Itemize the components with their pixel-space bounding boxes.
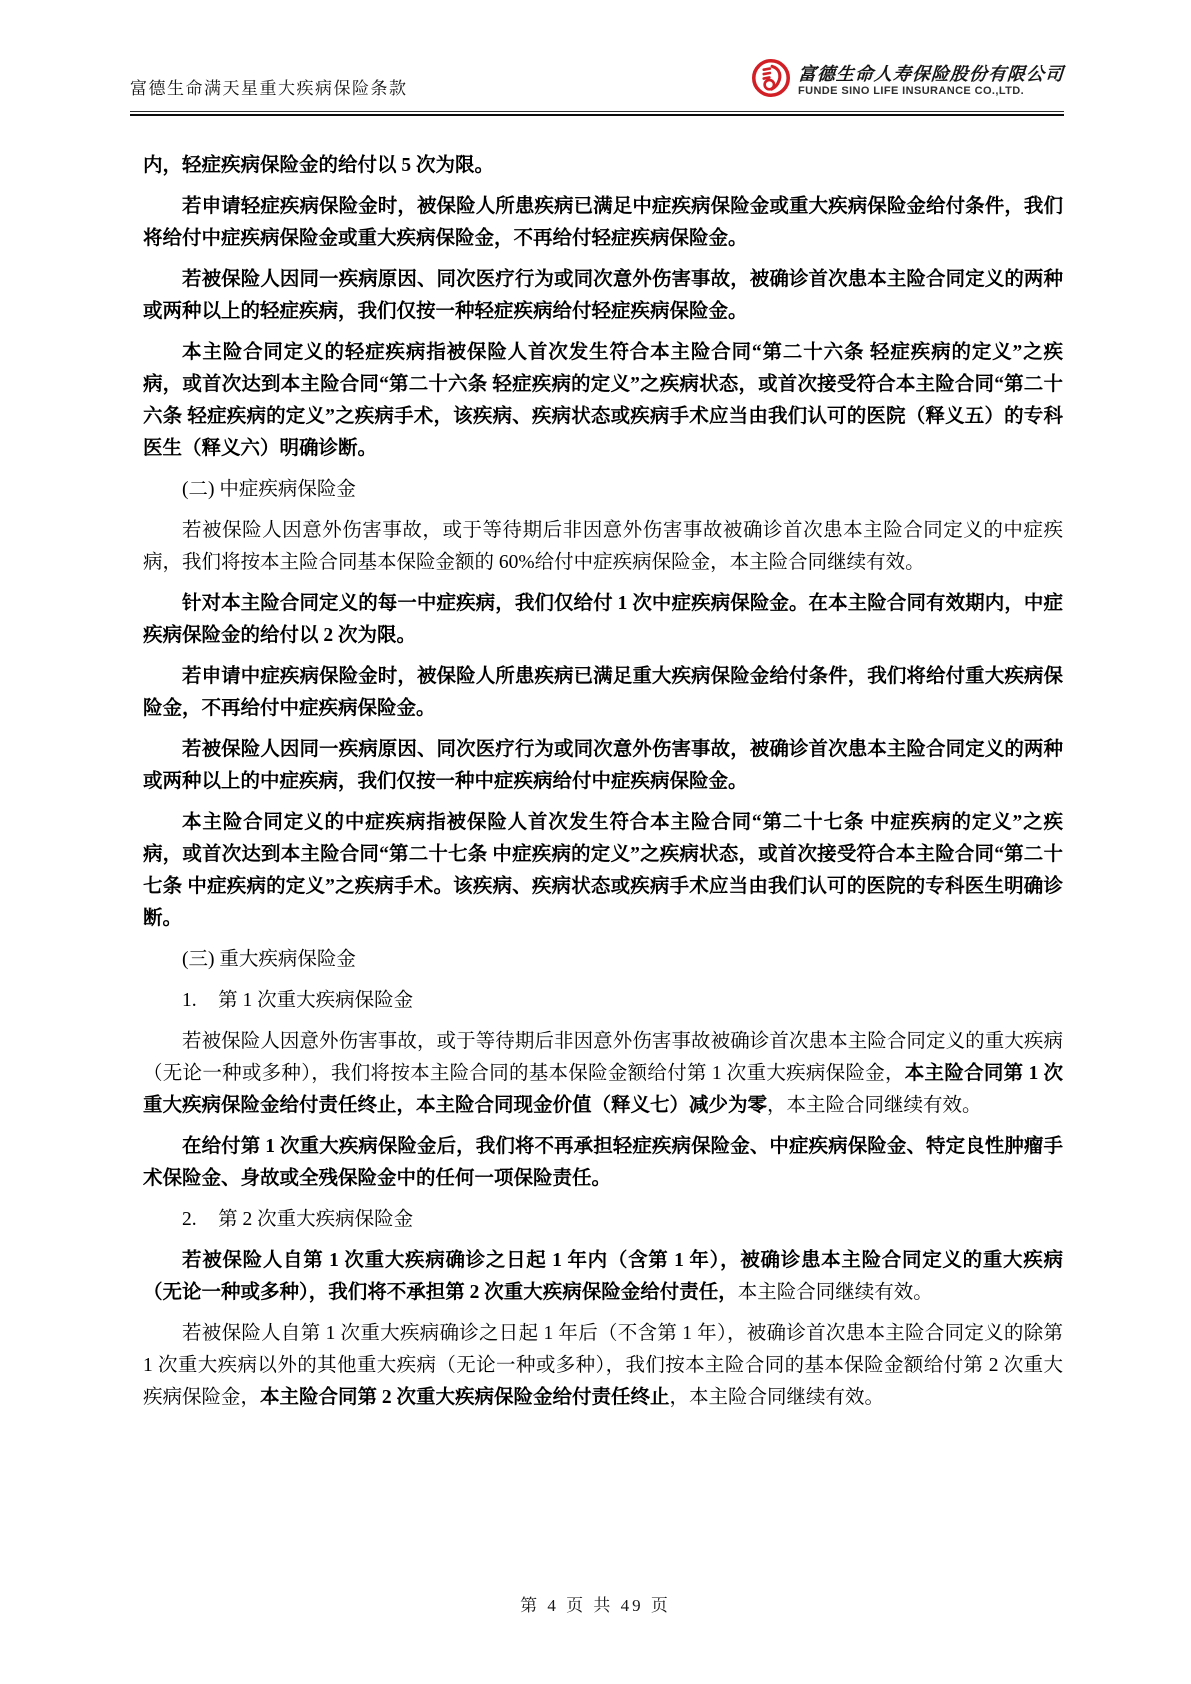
paragraph: 若被保险人因同一疾病原因、同次医疗行为或同次意外伤害事故，被确诊首次患本主险合同定义的两种或两种以上的中症疾病，我们仅按一种中症疾病给付中症疾病保险金。 <box>143 739 1063 792</box>
company-name-en: FUNDE SINO LIFE INSURANCE CO.,LTD. <box>798 84 1025 97</box>
section-heading: (二) 中症疾病保险金 <box>182 479 356 500</box>
page-header <box>130 58 1064 116</box>
paragraph: 本主险合同定义的中症疾病指被保险人首次发生符合本主险合同“第二十七条 中症疾病的定义”之疾病，或首次达到本主险合同“第二十七条 中症疾病的定义”之疾病状态，或首次接受符合本主险合同“第二十七条 中症疾病的定义”之疾病手术。该疾病、疾病状态或疾病手术应当由我们认可的医院的专科医生明确诊断。 <box>143 812 1063 929</box>
paragraph: 若申请中症疾病保险金时，被保险人所患疾病已满足重大疾病保险金给付条件，我们将给付重大疾病保险金，不再给付中症疾病保险金。 <box>143 666 1063 719</box>
list-item: 2. 第 2 次重大疾病保险金 <box>182 1209 414 1230</box>
company-logo-icon <box>751 58 791 103</box>
document-body <box>143 141 1063 1423</box>
paragraph: 若被保险人因意外伤害事故，或于等待期后非因意外伤害事故被确诊首次患本主险合同定义的重大疾病（无论一种或多种），我们将按本主险合同的基本保险金额给付第 1 次重大疾病保险金，本主险合同第 1 次重大疾病保险金给付责任终止，本主险合同现金价值（释义七）减少为零，本主险合同继续有效。 <box>143 1031 1063 1116</box>
paragraph: 若申请轻症疾病保险金时，被保险人所患疾病已满足中症疾病保险金或重大疾病保险金给付条件，我们将给付中症疾病保险金或重大疾病保险金，不再给付轻症疾病保险金。 <box>143 196 1063 249</box>
company-name-cn: 富德生命人寿保险股份有限公司 <box>797 63 1065 84</box>
paragraph: 若被保险人因意外伤害事故，或于等待期后非因意外伤害事故被确诊首次患本主险合同定义的中症疾病，我们将按本主险合同基本保险金额的 60%给付中症疾病保险金，本主险合同继续有效。 <box>143 520 1063 573</box>
header-divider <box>130 111 1064 116</box>
section-heading: (三) 重大疾病保险金 <box>182 949 356 970</box>
paragraph: 针对本主险合同定义的每一中症疾病，我们仅给付 1 次中症疾病保险金。在本主险合同有效期内，中症疾病保险金的给付以 2 次为限。 <box>143 593 1063 646</box>
paragraph: 在给付第 1 次重大疾病保险金后，我们将不再承担轻症疾病保险金、中症疾病保险金、特定良性肿瘤手术保险金、身故或全残保险金中的任何一项保险责任。 <box>143 1136 1063 1189</box>
paragraph: 本主险合同定义的轻症疾病指被保险人首次发生符合本主险合同“第二十六条 轻症疾病的定义”之疾病，或首次达到本主险合同“第二十六条 轻症疾病的定义”之疾病状态，或首次接受符合本主险合同“第二十六条 轻症疾病的定义”之疾病手术，该疾病、疾病状态或疾病手术应当由我们认可的医院（释义五）的专科医生（释义六）明确诊断。 <box>143 342 1063 459</box>
document-title: 富德生命满天星重大疾病保险条款 <box>130 79 408 98</box>
paragraph: 若被保险人自第 1 次重大疾病确诊之日起 1 年内（含第 1 年），被确诊患本主险合同定义的重大疾病（无论一种或多种），我们将不承担第 2 次重大疾病保险金给付责任，本主险合同继续有效。 <box>143 1250 1063 1303</box>
company-name-block <box>798 64 1064 97</box>
paragraph: 若被保险人自第 1 次重大疾病确诊之日起 1 年后（不含第 1 年），被确诊首次患本主险合同定义的除第 1 次重大疾病以外的其他重大疾病（无论一种或多种），我们按本主险合同的基本保险金额给付第 2 次重大疾病保险金，本主险合同第 2 次重大疾病保险金给付责任终止，本主险合同继续有效。 <box>143 1323 1063 1408</box>
paragraph: 内，轻症疾病保险金的给付以 5 次为限。 <box>143 155 495 176</box>
list-item: 1. 第 1 次重大疾病保险金 <box>182 990 414 1011</box>
paragraph: 若被保险人因同一疾病原因、同次医疗行为或同次意外伤害事故，被确诊首次患本主险合同定义的两种或两种以上的轻症疾病，我们仅按一种轻症疾病给付轻症疾病保险金。 <box>143 269 1063 322</box>
page-number: 第 4 页 共 49 页 <box>520 1596 671 1615</box>
company-brand <box>751 58 1064 106</box>
